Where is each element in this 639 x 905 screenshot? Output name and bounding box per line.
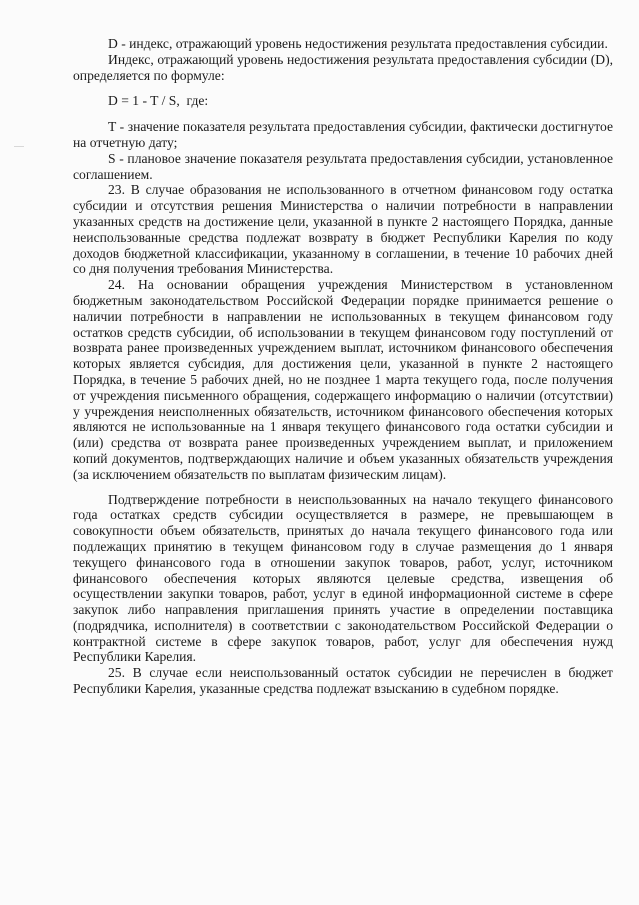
paragraph-d-index-formula-intro: Индекс, отражающий уровень недостижения результата предоставления субсидии (D), определяется по формуле: <box>73 51 613 83</box>
paragraph-25: 25. В случае если неиспользованный остаток субсидии не перечислен в бюджет Республики Карелия, указанные средства подлежат взысканию в судебном порядке. <box>73 665 613 697</box>
paragraph-confirmation: Подтверждение потребности в неиспользованных на начало текущего финансового года остатках средств субсидии осуществляется в размере, не превышающем в совокупности объем обязательств, принятых до начала текущего финансового года или подлежащих принятию в текущем финансовом году в случае размещения до 1 января текущего финансового года в отношении закупок товаров, работ, услуг, источником финансового обеспечения которых являются целевые средства, извещения об осуществлении закупки товаров, работ, услуг в единой информационной системе в сфере закупок либо направления приглашения принять участие в определении поставщика (подрядчика, исполнителя) в соответствии с законодательством Российской Федерации о контрактной системе в сфере закупок товаров, работ, услуг для обеспечения нужд Республики Карелия. <box>73 491 613 665</box>
formula: D = 1 - T / S, где: <box>108 93 209 109</box>
document-body <box>73 36 613 697</box>
scan-artifact <box>14 146 24 147</box>
paragraph-d-index-definition: D - индекс, отражающий уровень недостижения результата предоставления субсидии. <box>108 36 608 51</box>
paragraph-s-definition: S - плановое значение показателя результата предоставления субсидии, установленное соглашением. <box>73 150 613 182</box>
paragraph-t-definition: T - значение показателя результата предоставления субсидии, фактически достигнутое на отчетную дату; <box>73 119 613 150</box>
paragraph-24: 24. На основании обращения учреждения Министерством в установленном бюджетным законодательством Российской Федерации порядке принимается решение о наличии потребности в направлении не использованных в текущем финансовом году остатков средств субсидии, об использовании в текущем финансовом году поступлений от возврата ранее произведенных учреждением выплат, источником финансового обеспечения которых является субсидия, для достижения цели, указанной в пункте 2 настоящего Порядка, в течение 5 рабочих дней, но не позднее 1 марта текущего года, после получения от учреждения письменного обращения, содержащего информацию о наличии (отсутствии) у учреждения неисполненных обязательств, источником финансового обеспечения которых являются не использованные на 1 января текущего финансового года остатки субсидии и (или) средства от возврата ранее произведенных учреждением выплат, и приложением копий документов, подтверждающих наличие и объем указанных обязательств учреждения (за исключением обязательств по выплатам физическим лицам). <box>73 277 613 482</box>
paragraph-23: 23. В случае образования не использованного в отчетном финансовом году остатка субсидии и отсутствия решения Министерства о наличии потребности в направлении указанных средств на достижение цели, указанной в пункте 2 настоящего Порядка, данные неиспользованные средства подлежат возврату в бюджет Республики Карелия по коду доходов бюджетной классификации, указанному в соглашении, в течение 10 рабочих дней со дня получения требования Министерства. <box>73 182 613 277</box>
